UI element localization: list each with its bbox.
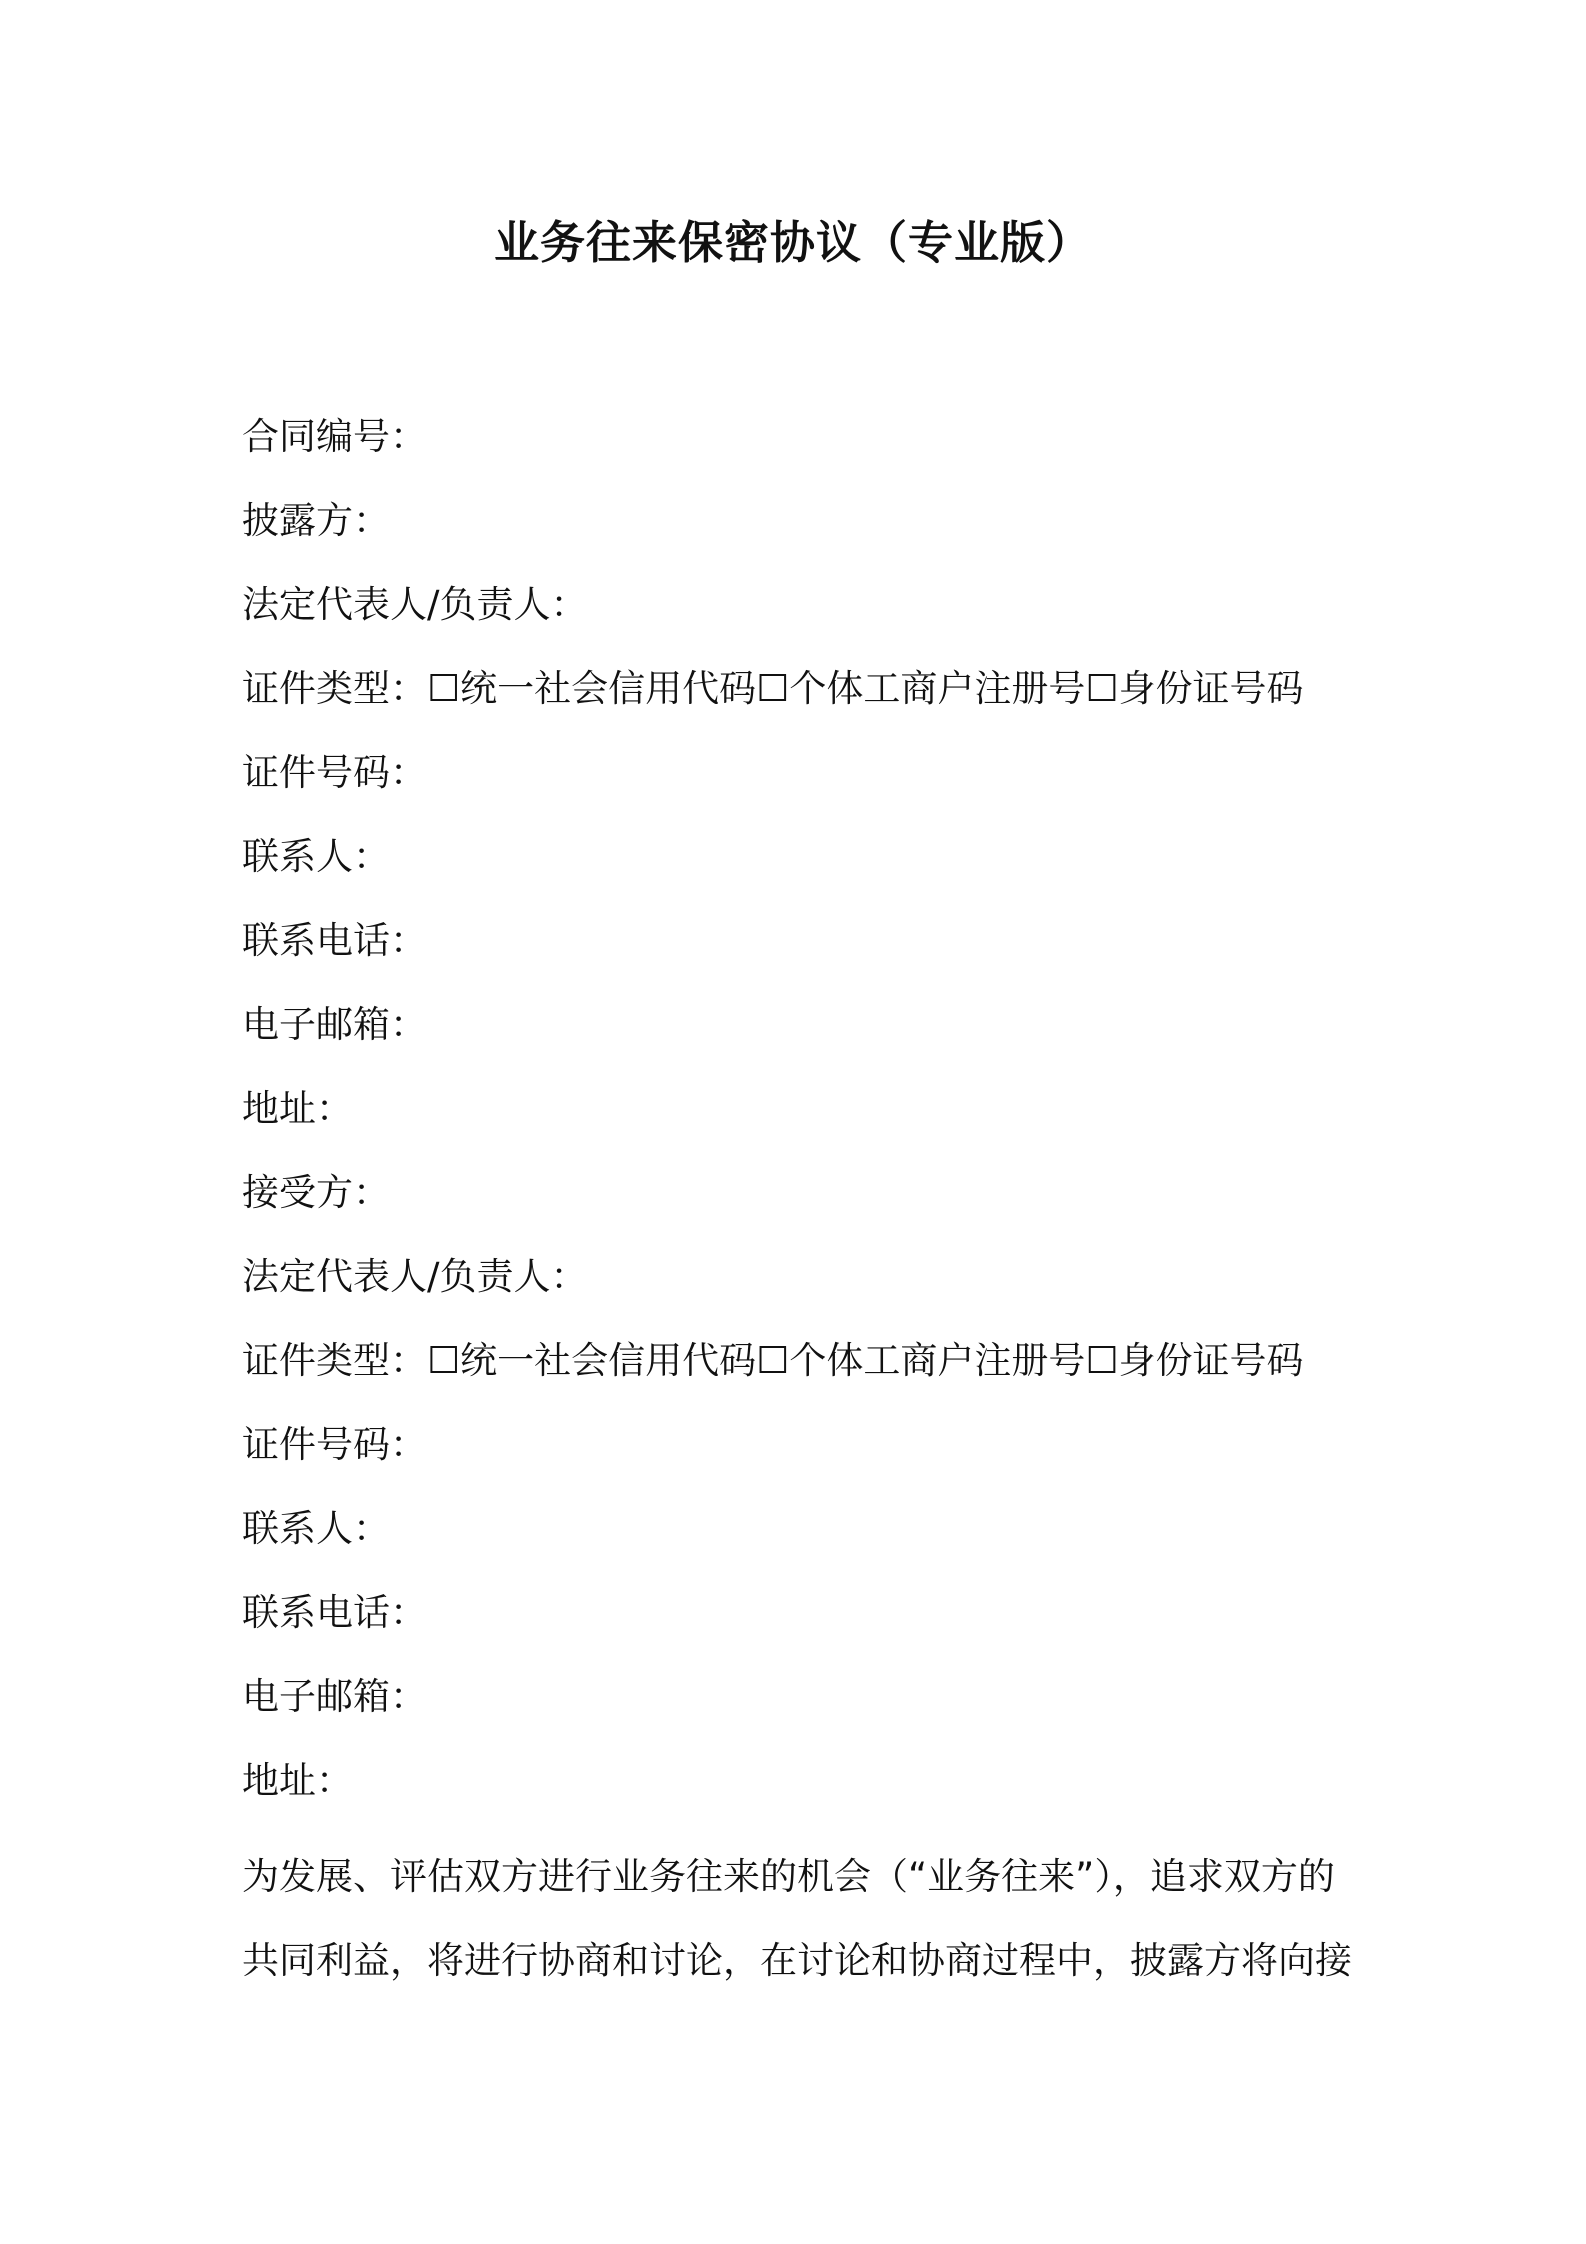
- field-line: 证件号码：: [242, 751, 427, 794]
- field-line: 地址：: [242, 1087, 353, 1130]
- field-line: 电子邮箱：: [242, 1675, 427, 1718]
- field-line: 联系电话：: [242, 1591, 427, 1634]
- paragraph-line: 为发展、评估双方进行业务往来的机会（“业务往来”），追求双方的: [242, 1855, 1335, 1898]
- field-line: 联系人：: [242, 1507, 390, 1550]
- field-line: 法定代表人/负责人：: [242, 1255, 588, 1298]
- field-line: 证件类型：☐统一社会信用代码☐个体工商户注册号☐身份证号码: [242, 1339, 1304, 1382]
- field-line: 合同编号：: [242, 415, 427, 458]
- field-line: 地址：: [242, 1759, 353, 1802]
- field-line: 证件类型：☐统一社会信用代码☐个体工商户注册号☐身份证号码: [242, 667, 1304, 710]
- field-line: 证件号码：: [242, 1423, 427, 1466]
- field-line: 联系人：: [242, 835, 390, 878]
- field-line: 电子邮箱：: [242, 1003, 427, 1046]
- party-fields: [242, 407, 1362, 2003]
- field-line: 法定代表人/负责人：: [242, 583, 588, 626]
- document-title: 业务往来保密协议（专业版）: [493, 216, 1092, 269]
- field-line: 联系电话：: [242, 919, 427, 962]
- field-line: 接受方：: [242, 1171, 390, 1214]
- field-line: 披露方：: [242, 499, 390, 542]
- paragraph-line: 共同利益，将进行协商和讨论，在讨论和协商过程中，披露方将向接: [242, 1939, 1352, 1982]
